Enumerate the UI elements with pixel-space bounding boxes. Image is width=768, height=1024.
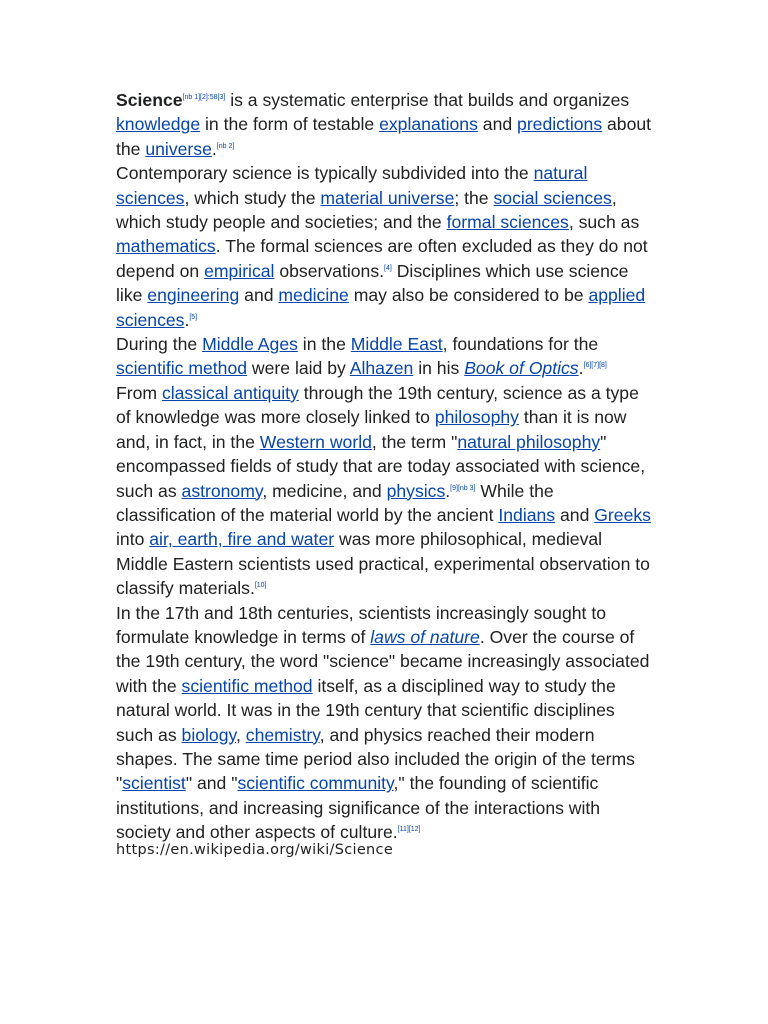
link-mathematics[interactable]: mathematics <box>116 236 216 257</box>
link-middle-east[interactable]: Middle East <box>350 334 443 355</box>
text-run: While the classification of the material world by the ancient <box>116 480 554 525</box>
link-medicine[interactable]: medicine <box>278 285 349 306</box>
link-physics[interactable]: physics <box>386 480 446 501</box>
text-run: , such as <box>568 212 640 233</box>
link-greeks[interactable]: Greeks <box>594 504 651 525</box>
paragraph-modern-era <box>116 601 656 845</box>
citation-ref[interactable]: [9][nb 3] <box>450 484 476 492</box>
link-alhazen[interactable]: Alhazen <box>349 358 414 379</box>
text-run: " and " <box>185 773 238 794</box>
link-astronomy[interactable]: astronomy <box>181 480 263 501</box>
citation-ref[interactable]: [nb 2] <box>216 142 235 150</box>
text-run: through the 19th century, science as a type of knowledge was more closely linked to <box>116 382 639 428</box>
article-body <box>116 88 656 845</box>
text-run: , which study the <box>184 187 321 208</box>
link-western-world[interactable]: Western world <box>259 431 372 452</box>
paragraph-antiquity <box>116 381 656 601</box>
text-run: , which study people and societies; and the <box>116 187 617 233</box>
text-run: were laid by <box>247 358 350 379</box>
citation-ref[interactable]: [nb 1][2]:58[3] <box>182 94 226 101</box>
link-applied-sciences[interactable]: applied sciences <box>116 285 646 330</box>
link-material-universe[interactable]: material universe <box>320 187 455 208</box>
link-natural-philosophy[interactable]: natural philosophy <box>457 431 601 452</box>
text-run: From <box>116 382 162 403</box>
link-classical-elements[interactable]: air, earth, fire and water <box>149 529 335 550</box>
text-run: , medicine, and <box>262 480 387 501</box>
text-run: . <box>445 480 451 501</box>
text-run: In the 17th and 18th centuries, scientists increasingly sought to formulate knowledge in terms of <box>116 602 606 647</box>
text-run: . <box>211 138 217 159</box>
link-scientific-method[interactable]: scientific method <box>116 358 248 379</box>
citation-ref[interactable]: [6][7][8] <box>583 362 607 370</box>
text-run: . The formal sciences are often excluded as they do not depend on <box>116 236 648 281</box>
text-run: and <box>239 285 279 306</box>
citation-ref[interactable]: [4] <box>384 264 392 272</box>
text-run: , and physics reached their modern shapes. The same time period also included the origin of the terms " <box>116 724 635 794</box>
text-run: in the <box>297 334 351 355</box>
link-middle-ages[interactable]: Middle Ages <box>202 334 298 355</box>
text-run: Contemporary science is typically subdivided into the <box>116 163 534 184</box>
link-indians[interactable]: Indians <box>498 504 556 525</box>
text-run: Disciplines which use science like <box>116 260 629 306</box>
citation-ref[interactable]: [10] <box>254 582 267 590</box>
text-run: " encompassed fields of study that are today associated with science, such as <box>116 431 646 501</box>
text-run: . <box>184 309 190 330</box>
text-run: and <box>555 504 595 525</box>
link-social-sciences[interactable]: social sciences <box>493 187 612 208</box>
text-run: ," the founding of scientific institutions, and increasing significance of the interactions with society and other aspects of culture. <box>116 773 601 843</box>
text-run: into <box>116 529 150 550</box>
text-run: ; the <box>454 187 494 208</box>
link-laws-of-nature[interactable]: laws of nature <box>370 626 480 647</box>
text-run: in the form of testable <box>200 114 380 135</box>
citation-ref[interactable]: [5] <box>189 313 198 321</box>
link-biology[interactable]: biology <box>181 724 236 745</box>
link-predictions[interactable]: predictions <box>517 114 603 135</box>
link-scientist[interactable]: scientist <box>122 773 186 794</box>
link-chemistry[interactable]: chemistry <box>245 724 320 745</box>
link-empirical[interactable]: empirical <box>204 260 275 281</box>
link-book-of-optics[interactable]: Book of Optics <box>464 358 579 379</box>
link-scientific-community[interactable]: scientific community <box>237 773 394 794</box>
text-run: . Over the course of the 19th century, the word "science" became increasingly associated with the <box>116 626 650 696</box>
paragraph-middle-ages <box>116 332 656 381</box>
text-run: was more philosophical, medieval Middle Eastern scientists used practical, experimental observation to classify materials. <box>116 529 650 599</box>
text-run: than it is now and, in fact, in the <box>116 407 627 452</box>
text-run: During the <box>116 334 203 355</box>
text-run: observations. <box>274 260 385 281</box>
paragraph-branches <box>116 161 656 332</box>
link-classical-antiquity[interactable]: classical antiquity <box>161 382 299 403</box>
link-engineering[interactable]: engineering <box>147 285 240 306</box>
text-run: is a systematic enterprise that builds and organizes <box>225 90 630 110</box>
link-scientific-method[interactable]: scientific method <box>181 675 313 696</box>
source-url: https://en.wikipedia.org/wiki/Science <box>116 842 394 858</box>
text-run: about the <box>116 114 652 159</box>
paragraph-intro <box>116 88 656 161</box>
link-formal-sciences[interactable]: formal sciences <box>446 212 569 233</box>
text-run: , <box>235 724 246 745</box>
link-universe[interactable]: universe <box>145 138 212 159</box>
text-run: in his <box>413 358 465 379</box>
text-run: . <box>578 358 584 379</box>
link-philosophy[interactable]: philosophy <box>434 407 519 428</box>
text-run: and <box>477 114 518 135</box>
link-natural-sciences[interactable]: natural sciences <box>116 163 588 208</box>
text-run: may also be considered to be <box>348 285 589 306</box>
citation-ref[interactable]: [11][12] <box>397 826 421 834</box>
text-run: , the term " <box>371 431 458 452</box>
link-explanations[interactable]: explanations <box>379 114 478 135</box>
link-knowledge[interactable]: knowledge <box>116 114 201 135</box>
article-term: Science <box>116 90 183 110</box>
text-run: itself, as a disciplined way to study the natural world. It was in the 19th century that scientific disciplines such as <box>116 675 616 745</box>
text-run: , foundations for the <box>442 334 599 355</box>
